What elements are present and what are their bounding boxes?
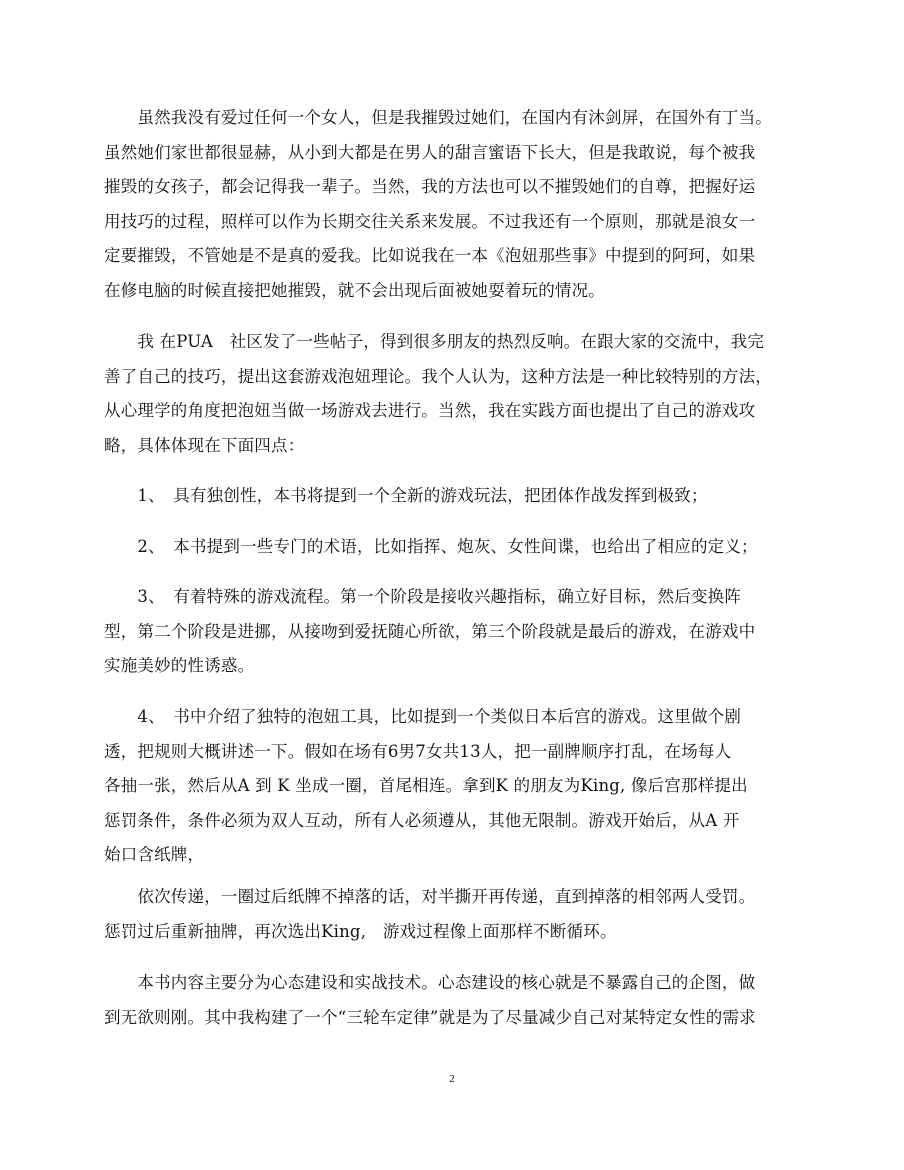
text-line: 4、 书中介绍了独特的泡妞工具，比如提到一个类似日本后宫的游戏。这里做个剧 xyxy=(104,707,742,726)
text-line: 始口含纸牌， xyxy=(104,845,205,864)
text-line: 用技巧的过程，照样可以作为长期交往关系来发展。不过我还有一个原则，那就是浪女一 xyxy=(104,211,756,231)
text-line: 惩罚条件，条件必须为双人互动，所有人必须遵从，其他无限制。游戏开始后，从A 开 xyxy=(104,810,740,830)
text-line: 本书内容主要分为心态建设和实战技术。心态建设的核心就是不暴露自己的企图，做 xyxy=(104,973,756,992)
text-line: 型，第二个阶段是进挪，从接吻到爱抚随心所欲，第三个阶段就是最后的游戏，在游戏中 xyxy=(104,621,756,641)
text-line: 虽然我没有爱过任何一个女人，但是我摧毁过她们，在国内有沐剑屏，在国外有丁当。 xyxy=(104,108,772,127)
text-line: 我 在PUA 社区发了一些帖子，得到很多朋友的热烈反响。在跟大家的交流中，我完 xyxy=(104,332,765,351)
paragraph-1 xyxy=(104,101,804,308)
text-line: 善了自己的技巧，提出这套游戏泡妞理论。我个人认为，这种方法是一种比较特别的方法， xyxy=(104,366,772,386)
text-line: 实施美妙的性诱惑。 xyxy=(104,656,255,675)
list-item-2 xyxy=(104,530,804,565)
text-line: 从心理学的角度把泡妞当做一场游戏去进行。当然，我在实践方面也提出了自己的游戏攻 xyxy=(104,401,756,420)
text-line: 定要摧毁，不管她是不是真的爱我。比如说我在一本《泡妞那些事》中提到的阿珂，如果 xyxy=(104,246,756,265)
list-item-3 xyxy=(104,580,804,684)
list-item-4 xyxy=(104,700,804,873)
text-line: 摧毁的女孩子，都会记得我一辈子。当然，我的方法也可以不摧毁她们的自尊，把握好运 xyxy=(104,177,756,196)
text-line: 到无欲则刚。其中我构建了一个“三轮车定律”就是为了尽量减少自己对某特定女性的需求 xyxy=(104,1007,756,1027)
paragraph-3 xyxy=(104,880,804,949)
page-number: 2 xyxy=(449,1073,455,1085)
text-line: 略，具体体现在下面四点： xyxy=(104,435,305,455)
list-item-1 xyxy=(104,479,804,514)
paragraph-4 xyxy=(104,966,804,1035)
paragraph-2 xyxy=(104,325,804,463)
text-line: 在修电脑的时候直接把她摧毁，就不会出现后面被她耍着玩的情况。 xyxy=(104,280,605,300)
text-line: 1、 具有独创性，本书将提到一个全新的游戏玩法，把团体作战发挥到极致； xyxy=(104,486,708,505)
text-line: 3、 有着特殊的游戏流程。第一个阶段是接收兴趣指标，确立好目标，然后变换阵 xyxy=(104,587,742,606)
text-line: 虽然她们家世都很显赫，从小到大都是在男人的甜言蜜语下长大，但是我敢说，每个被我 xyxy=(104,142,756,162)
text-line: 各抽一张，然后从A 到 K 坐成一圈，首尾相连。拿到K 的朋友为King, 像后宫那样提出 xyxy=(104,776,748,795)
text-line: 2、 本书提到一些专门的术语，比如指挥、炮灰、女性间谍，也给出了相应的定义； xyxy=(104,537,758,556)
text-line: 透，把规则大概讲述一下。假如在场有6男7女共13人，把一副牌顺序打乱，在场每人 xyxy=(104,741,732,761)
text-line: 惩罚过后重新抽牌，再次选出King, 游戏过程像上面那样不断循环。 xyxy=(104,921,617,941)
text-line: 依次传递，一圈过后纸牌不掉落的话，对半撕开再传递，直到掉落的相邻两人受罚。 xyxy=(104,887,756,906)
